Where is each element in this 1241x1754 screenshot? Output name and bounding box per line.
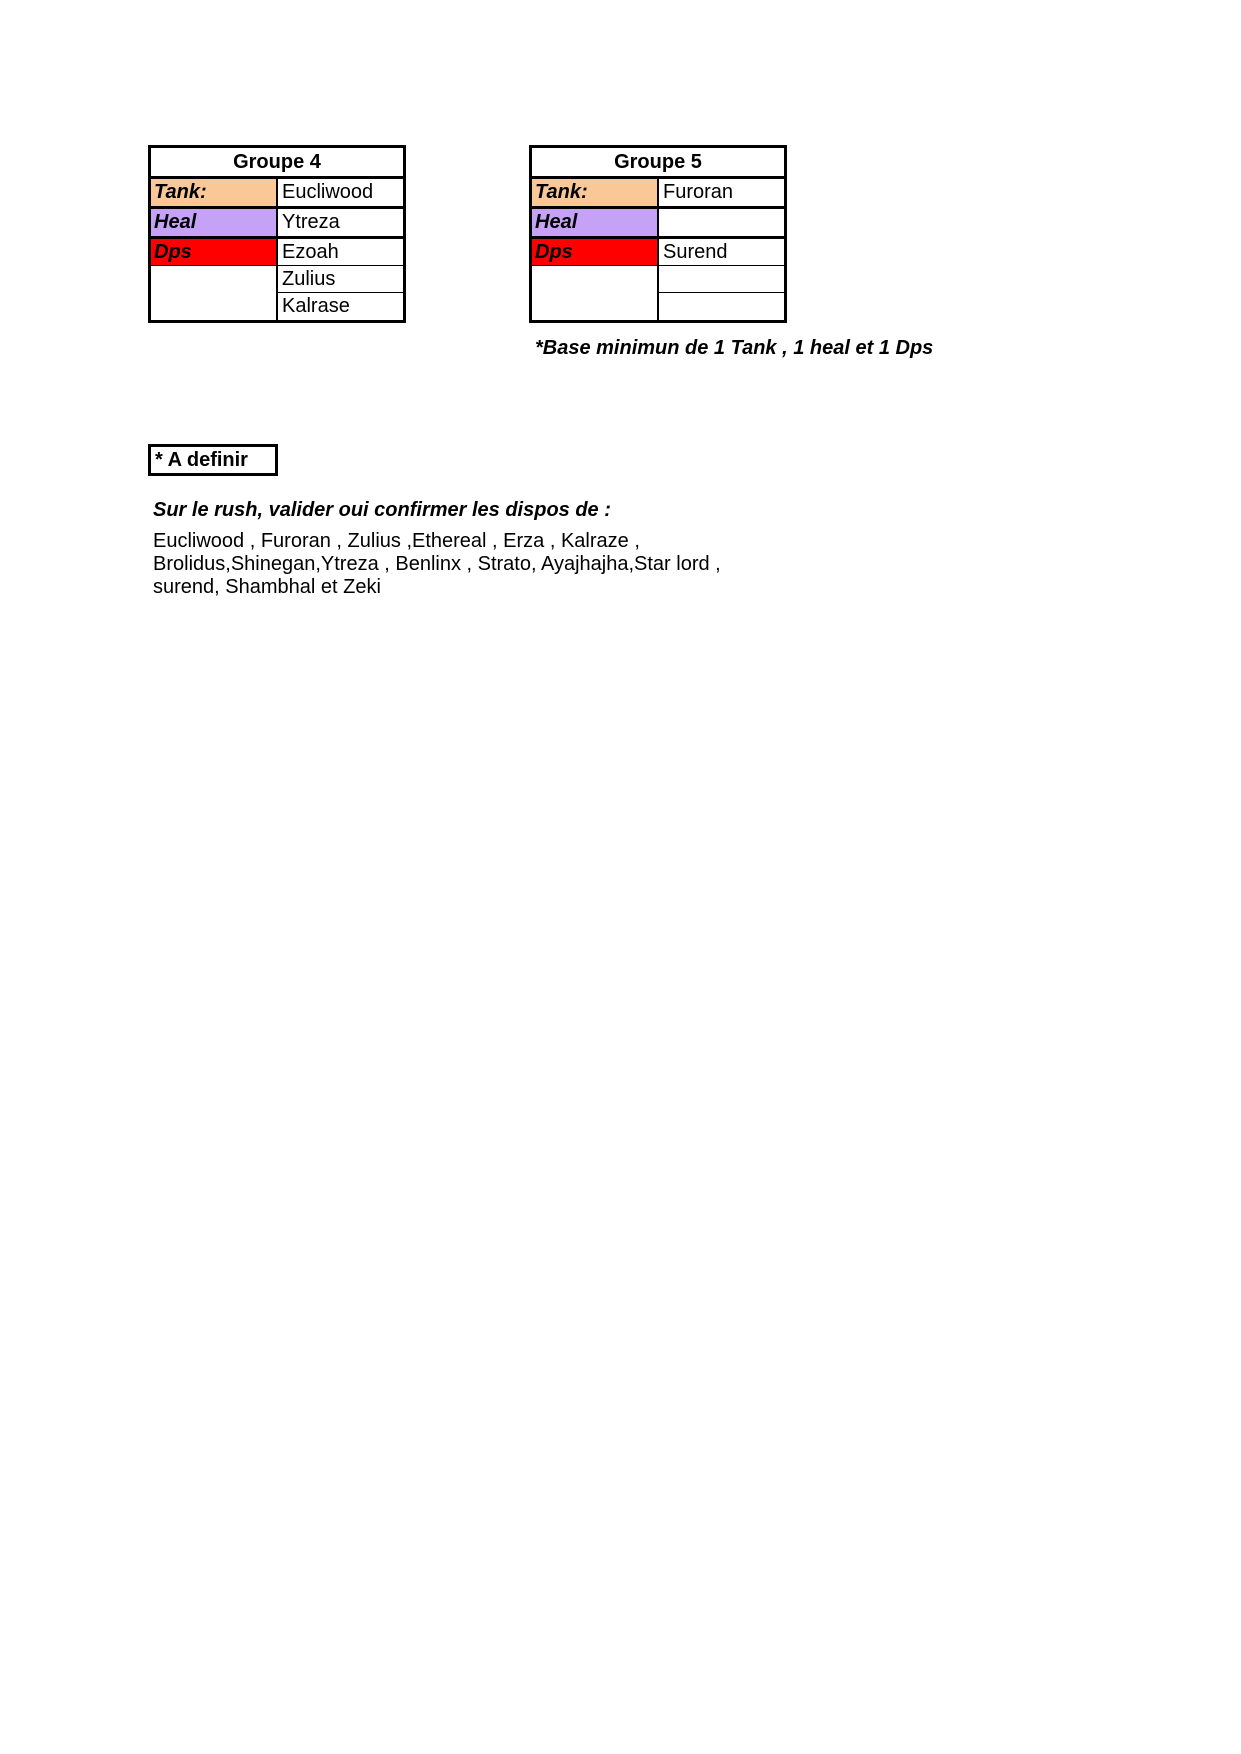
empty-role-cell	[532, 266, 659, 320]
define-label: * A definir	[148, 444, 278, 476]
dps-name-3: Kalrase	[282, 295, 350, 317]
dps-name-3	[659, 293, 784, 320]
rush-line: Brolidus,Shinegan,Ytreza , Benlinx , Strato, Ayajhajha,Star lord ,	[153, 553, 721, 575]
dps-row	[151, 239, 403, 266]
tank-row	[532, 179, 784, 209]
dps-label: Dps	[532, 239, 659, 265]
heal-label: Heal	[532, 209, 659, 236]
dps-label: Dps	[151, 239, 278, 265]
tank-name: Eucliwood	[282, 181, 374, 203]
heal-label: Heal	[151, 209, 278, 236]
tank-name: Furoran	[663, 181, 734, 203]
minimum-note: *Base minimun de 1 Tank , 1 heal et 1 Dps	[535, 337, 934, 359]
rush-line: surend, Shambhal et Zeki	[153, 576, 381, 598]
group-5-table	[529, 145, 787, 323]
dps-row	[532, 239, 784, 266]
rush-heading: Sur le rush, valider oui confirmer les dispos de :	[153, 499, 611, 521]
heal-name	[659, 209, 784, 236]
dps-name-2	[659, 266, 784, 293]
tank-label: Tank:	[532, 179, 659, 206]
empty-role-cell	[151, 266, 278, 320]
dps-name-1: Surend	[663, 241, 728, 263]
dps-extra-rows	[532, 266, 784, 320]
tank-row	[151, 179, 403, 209]
dps-name-1: Ezoah	[282, 241, 339, 263]
heal-row	[532, 209, 784, 239]
dps-name-2: Zulius	[278, 266, 403, 293]
rush-line: Eucliwood , Furoran , Zulius ,Ethereal , Erza , Kalraze ,	[153, 530, 640, 552]
group-title: Groupe 5	[532, 148, 784, 179]
rush-availability-list	[153, 530, 773, 599]
group-title: Groupe 4	[151, 148, 403, 179]
group-4-table	[148, 145, 406, 323]
dps-extra-rows	[151, 266, 403, 320]
heal-row	[151, 209, 403, 239]
tank-label: Tank:	[151, 179, 278, 206]
heal-name: Ytreza	[282, 211, 340, 233]
